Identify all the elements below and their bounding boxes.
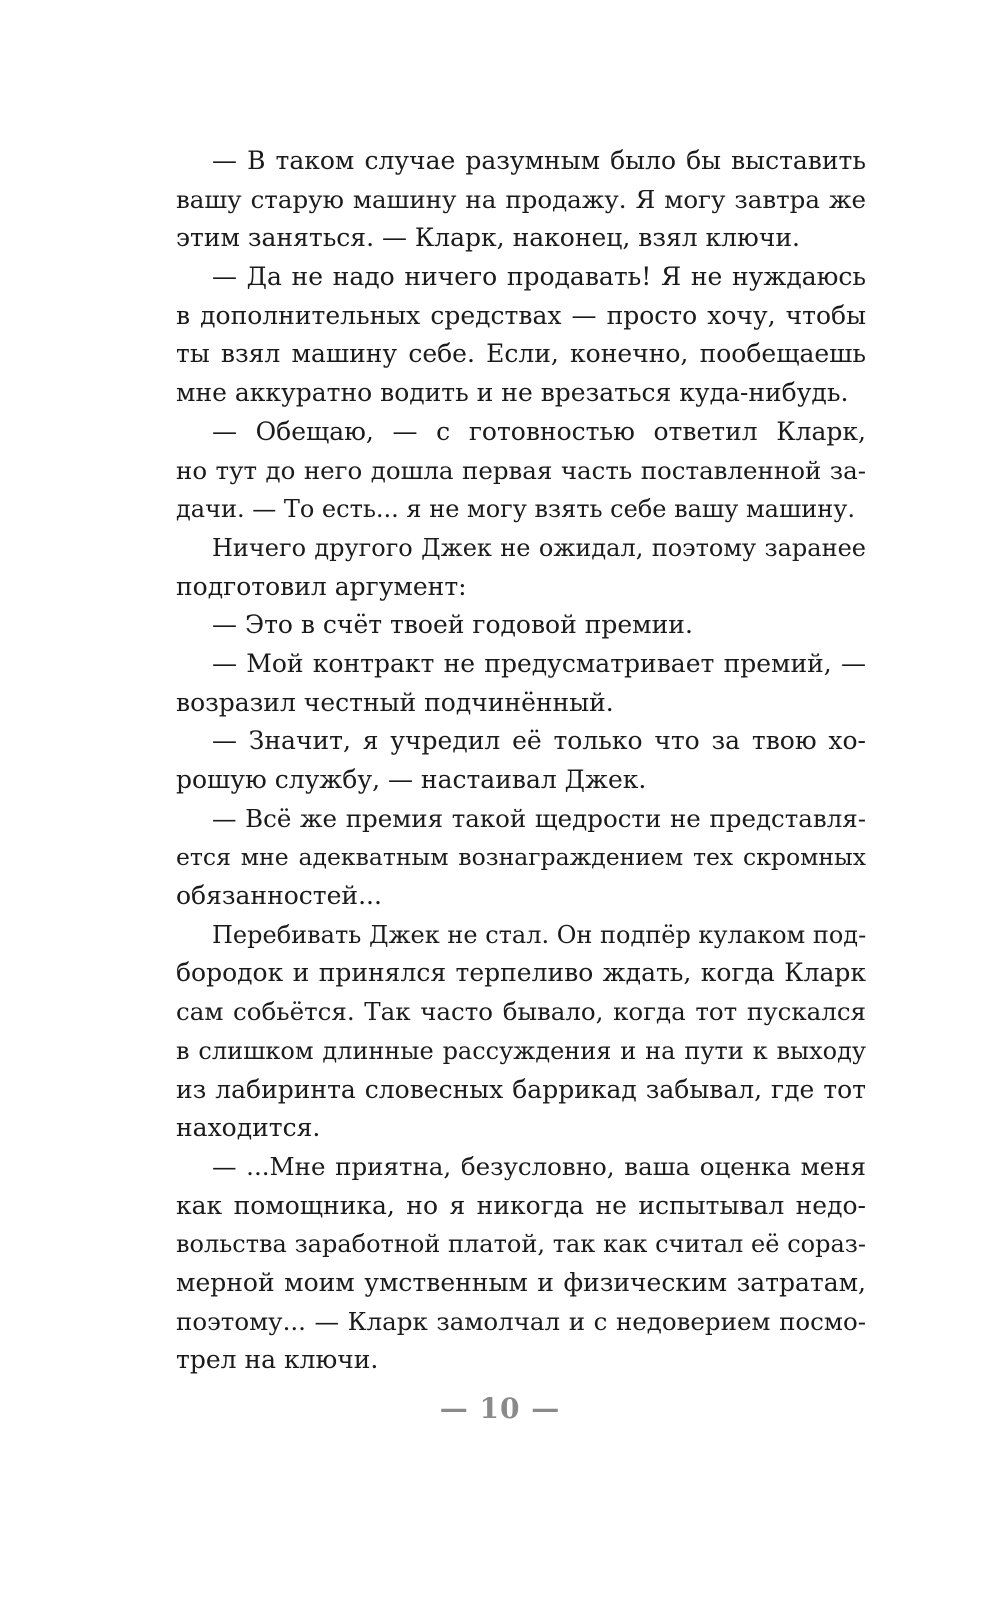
text-line: — Значит, я учредил её только что за твою хо- [212, 726, 866, 756]
text-line: поэтому... — Кларк замолчал и с недоверием посмо- [176, 1306, 866, 1336]
text-line: находится. [176, 1113, 321, 1143]
text-line: бородок и принялся терпеливо ждать, когда Кларк [176, 958, 866, 988]
text-line: — ...Мне приятна, безусловно, ваша оценка меня [212, 1151, 866, 1181]
text-line: из лабиринта словесных баррикад забывал, где тот [176, 1074, 866, 1104]
text-line: вашу старую машину на продажу. Я могу завтра же [176, 184, 866, 214]
text-line: сам собьётся. Так часто бывало, когда тот пускался [176, 997, 866, 1027]
text-line: обязанностей... [176, 881, 382, 911]
text-line: — В таком случае разумным было бы выставить [212, 146, 866, 175]
text-line: возразил честный подчинённый. [176, 687, 614, 717]
text-line: — Да не надо ничего продавать! Я не нуждаюсь [212, 262, 866, 292]
text-line: в слишком длинные рассуждения и на пути к выходу [176, 1036, 866, 1065]
text-line: ется мне адекватным вознаграждением тех скромных [176, 843, 866, 872]
text-line: — Это в счёт твоей годовой премии. [212, 610, 693, 640]
text-line: — Всё же премия такой щедрости не представля- [212, 803, 866, 833]
text-line: вольства заработной платой, так как считал её сораз- [176, 1230, 866, 1259]
text-line: в дополнительных средствах — просто хочу, чтобы [176, 300, 866, 330]
text-line: как помощника, но я никогда не испытывал недо- [176, 1190, 866, 1220]
page-number: — 10 — [439, 1392, 561, 1425]
text-line: — Обещаю, — с готовностью ответил Кларк, [212, 416, 866, 446]
text-line: подготовил аргумент: [176, 571, 467, 601]
text-line: ты взял машину себе. Если, конечно, пообещаешь [176, 339, 866, 369]
text-line: рошую службу, — настаивал Джек. [176, 765, 647, 794]
text-line: — Мой контракт не предусматривает премий, — [212, 648, 866, 678]
text-line: мне аккуратно водить и не врезаться куда-нибудь. [176, 378, 849, 408]
text-line: Ничего другого Джек не ожидал, поэтому заранее [212, 533, 866, 562]
text-line: дачи. — То есть... я не могу взять себе вашу машину. [176, 495, 856, 524]
text-line: Перебивать Джек не стал. Он подпёр кулаком под- [212, 920, 867, 949]
text-line: трел на ключи. [176, 1345, 379, 1375]
text-line: но тут до него дошла первая часть поставленной за- [176, 455, 866, 485]
text-line: этим заняться. — Кларк, наконец, взял ключи. [176, 223, 800, 253]
body-text [176, 142, 866, 1380]
text-line: мерной моим умственным и физическим затратам, [176, 1267, 866, 1297]
